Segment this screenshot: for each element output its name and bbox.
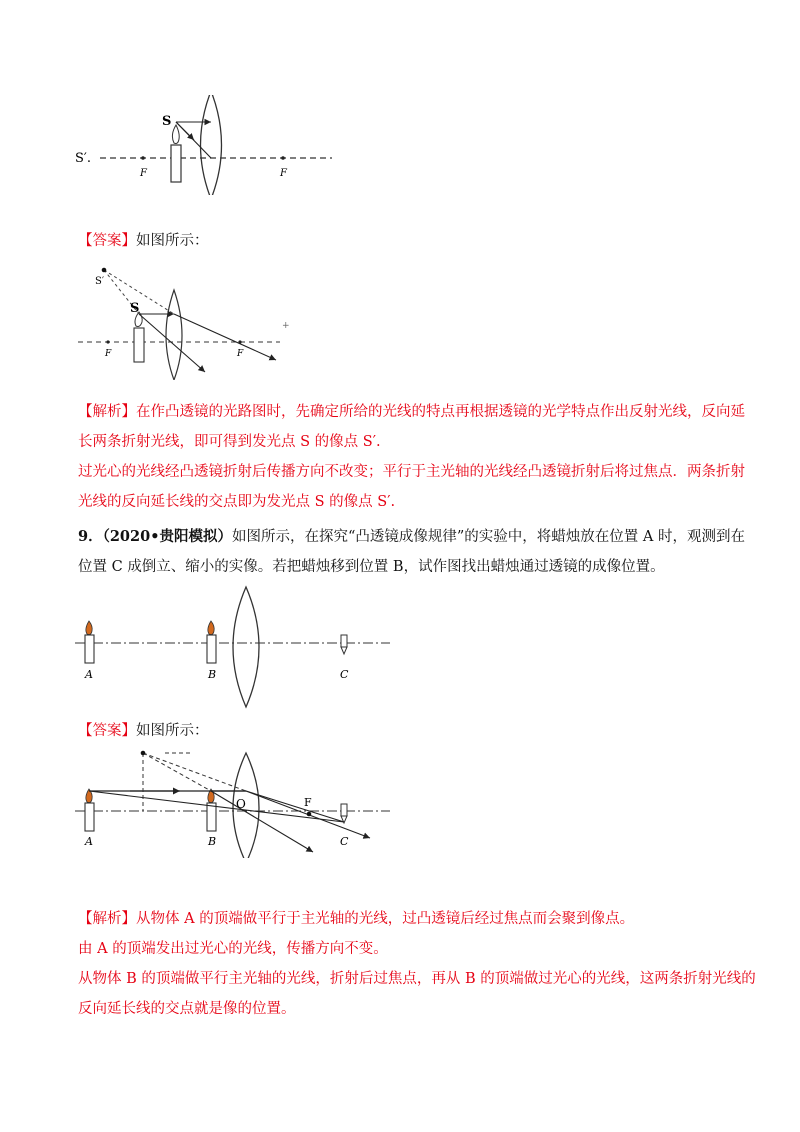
question-number: 9． [78,528,103,545]
candle [171,145,181,182]
label-S-prime: S′. [75,151,91,166]
label-F-right: F [237,349,244,359]
analysis-tag: 【解析】 [78,911,136,927]
label-F-left: F [105,349,112,359]
label-A: A [85,668,93,681]
figure-1-lens-diagram [70,95,360,195]
answer-text: 如图所示： [136,233,209,249]
answer-text: 如图所示： [136,723,209,739]
figure-2-lens-diagram [70,262,300,380]
question-source: （2020•贵阳模拟） [102,528,232,545]
answer-tag: 【答案】 [78,723,136,739]
label-S: S [130,301,140,316]
convex-lens [201,95,222,195]
label-O: O [236,797,246,811]
answer-tag: 【答案】 [78,233,136,249]
label-B: B [208,835,217,848]
svg-text:+: + [282,321,290,331]
label-C: C [340,835,349,848]
label-S-prime: S′ [95,276,105,287]
candle-flame [172,125,179,144]
figure-3-lens-diagram [70,585,400,710]
analysis-line: 反向延长线的交点就是像的位置。 [78,1001,296,1017]
question-line: 位置 C 成倒立、缩小的实像。若把蜡烛移到位置 B，试作图找出蜡烛通过透镜的成像位置。 [78,559,665,575]
analysis-line: 在作凸透镜的光路图时，先确定所给的光线的特点再根据透镜的光学特点作出反射光线，反向延 [136,404,745,420]
label-C: C [340,668,349,681]
analysis-line: 过光心的光线经凸透镜折射后传播方向不改变；平行于主光轴的光线经凸透镜折射后将过焦点．两条折射 [78,464,745,480]
analysis-tag: 【解析】 [78,404,136,420]
answer-1 [78,228,209,254]
label-F: F [304,796,312,809]
analysis-line: 光线的反向延长线的交点即为发光点 S 的像点 S′. [78,494,396,510]
analysis-line: 长两条折射光线，即可得到发光点 S 的像点 S′. [78,434,381,450]
analysis-2 [78,904,756,1024]
answer-2 [78,718,209,744]
analysis-line: 从物体 A 的顶端做平行于主光轴的光线，过凸透镜后经过焦点而会聚到像点。 [136,911,635,927]
figure-4-lens-diagram [70,748,400,858]
label-A: A [85,835,93,848]
question-line: 如图所示，在探究“凸透镜成像规律”的实验中，将蜡烛放在位置 A 时，观测到在 [231,529,745,545]
question-9 [78,522,745,582]
label-S: S [162,114,172,129]
label-F-right: F [280,168,287,179]
analysis-line: 从物体 B 的顶端做平行主光轴的光线，折射后过焦点，再从 B 的顶端做过光心的光线，这两条折射光线的 [78,971,756,987]
label-F-left: F [140,168,147,179]
analysis-1 [78,397,745,517]
analysis-line: 由 A 的顶端发出过光心的光线，传播方向不变。 [78,941,388,957]
label-B: B [208,668,217,681]
